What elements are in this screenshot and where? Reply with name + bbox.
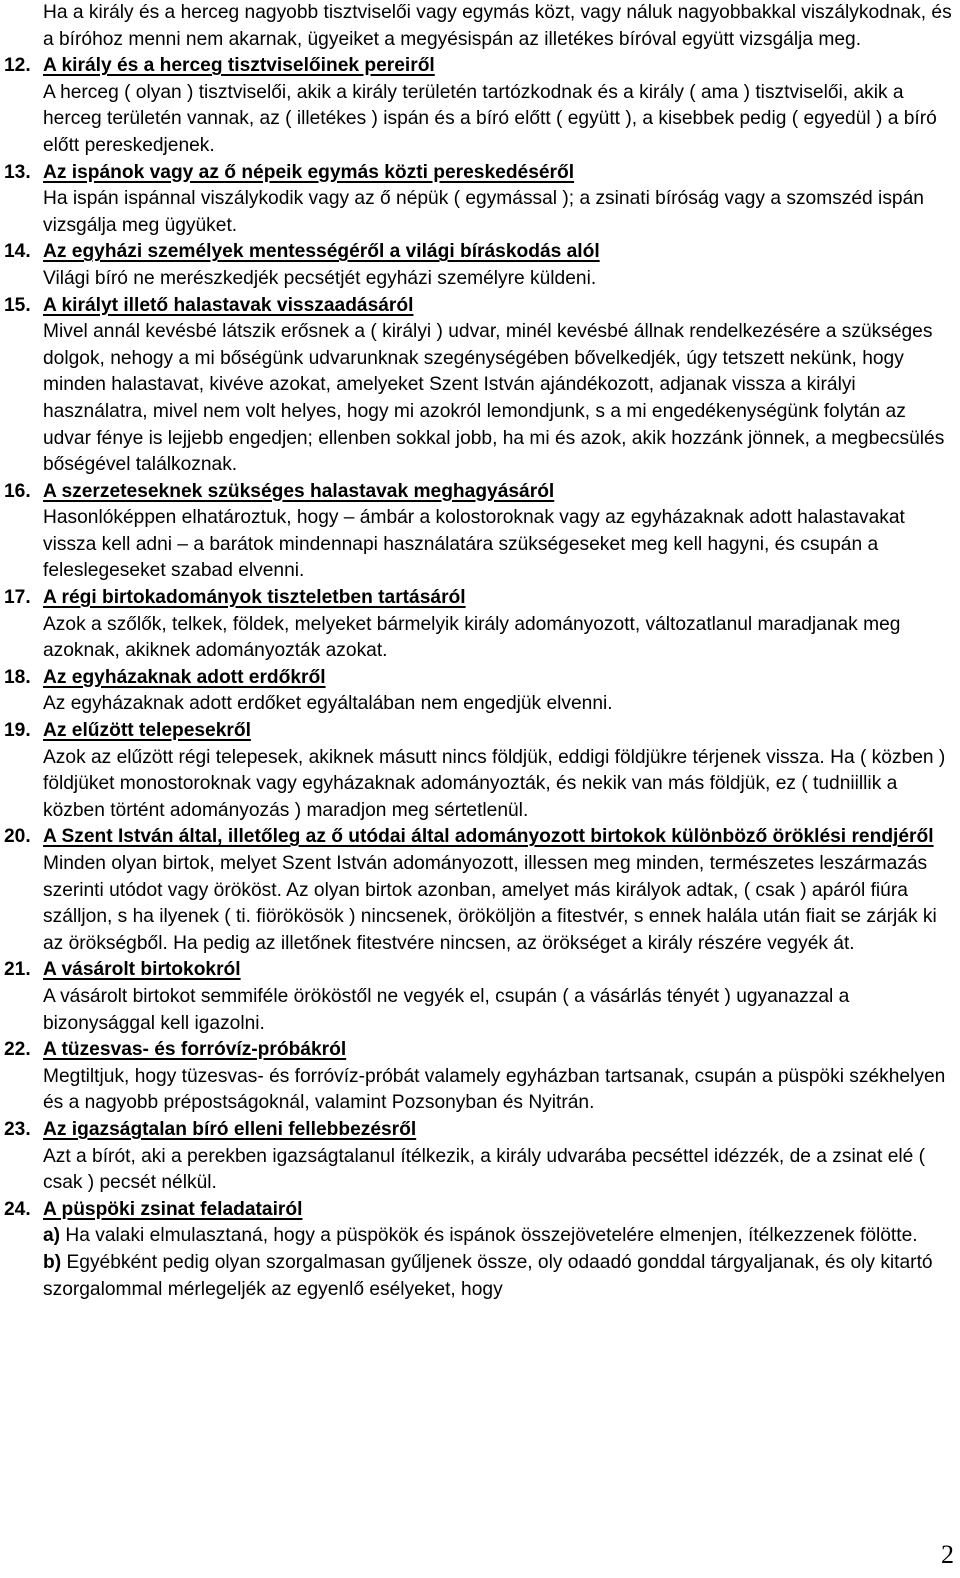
section-heading: A régi birtokadományok tiszteletben tartásáról — [43, 587, 466, 609]
section-heading: A vásárolt birtokokról — [43, 959, 241, 981]
intro-paragraph: Ha a király és a herceg nagyobb tisztviselői vagy egymás közt, vagy náluk nagyobbakkal viszálykodnak, és a bíróhoz menni nem akarnak, ügyeiket a megyésispán az illetékes bíróval együtt vizsgálja meg. — [43, 2, 952, 50]
section-16 — [0, 479, 960, 585]
subitem-text: Ha valaki elmulasztaná, hogy a püspökök és ispánok összejövetelére elmenjen, ítélkezzenek fölötte. — [65, 1225, 918, 1247]
section-body: Hasonlóképpen elhatároztuk, hogy – ámbár a kolostoroknak vagy az egyházaknak adott halastavakat vissza kell adni – a barátok mindennapi használatára szükségeseket meg kell hagyni, és csupán a feleslegeseket szabad elvenni. — [43, 507, 905, 582]
section-12 — [0, 53, 960, 159]
section-15 — [0, 293, 960, 479]
section-heading: A Szent István által, illetőleg az ő utódai által adományozott birtokok különböző öröklési rendjéről — [43, 826, 934, 848]
section-heading: Az igazságtalan bíró elleni fellebbezésről — [43, 1118, 417, 1140]
section-23 — [0, 1117, 960, 1197]
section-22 — [0, 1037, 960, 1117]
section-heading: A püspöki zsinat feladatairól — [43, 1198, 303, 1220]
section-heading: A király és a herceg tisztviselőinek pereiről — [43, 55, 435, 77]
section-number: 21. — [4, 959, 31, 981]
section-number: 13. — [4, 161, 31, 183]
section-body: Minden olyan birtok, melyet Szent István adományozott, illessen meg minden, természetes leszármazás szerinti utódot vagy örököst. Az olyan birtok azonban, amelyet más királyok adtak, ( csak ) apáról fiúra szálljon, s ha ilyenek ( ti. fiörökösök ) nincsenek, örököljön a fitestvér, s ennek halála után fiait se zárják ki az örökségből. Ha pedig az illetőnek fitestvére nincsen, az örökséget a király részére vegyék át. — [43, 853, 937, 954]
section-number: 17. — [4, 587, 31, 609]
section-number: 15. — [4, 294, 31, 316]
section-18 — [0, 665, 960, 718]
section-heading: Az egyházi személyek mentességéről a világi bíráskodás alól — [43, 241, 600, 263]
section-body: Ha ispán ispánnal viszálykodik vagy az ő népük ( egymással ); a zsinati bíróság vagy a szomszéd ispán vizsgálja meg ügyüket. — [43, 188, 924, 236]
subitem-b — [43, 1250, 952, 1303]
section-body: Megtiltjuk, hogy tüzesvas- és forróvíz-próbát valamely egyházban tartsanak, csupán a püspöki székhelyen és a nagyobb prépostságoknál, valamint Pozsonyban és Nyitrán. — [43, 1065, 946, 1114]
section-body: Azok a szőlők, telkek, földek, melyeket bármelyik király adományozott, változatlanul maradjanak meg azoknak, akiknek adományozták azokat. — [43, 613, 901, 662]
section-number: 19. — [4, 720, 31, 742]
section-heading: Az ispánok vagy az ő népeik egymás közti pereskedéséről — [43, 161, 575, 183]
section-number: 20. — [4, 826, 31, 848]
section-number: 16. — [4, 480, 31, 502]
section-number: 23. — [4, 1118, 31, 1140]
section-body: Az egyházaknak adott erdőket egyáltalában nem engedjük elvenni. — [43, 693, 613, 715]
section-heading: Az elűzött telepesekről — [43, 720, 251, 742]
page-number: 2 — [941, 1540, 954, 1569]
section-number: 12. — [4, 55, 31, 77]
section-17 — [0, 585, 960, 665]
section-heading: A tüzesvas- és forróvíz-próbákról — [43, 1039, 347, 1061]
subitem-a — [43, 1223, 952, 1250]
subitem-label: a) — [43, 1225, 61, 1247]
section-number: 24. — [4, 1198, 31, 1220]
section-13 — [0, 160, 960, 240]
section-body: Azok az elűzött régi telepesek, akiknek másutt nincs földjük, eddigi földjükre térjenek vissza. Ha ( közben ) földjüket monostoroknak vagy egyházaknak adományozták, és nekik van más földjük, ez ( tudniillik a közben történt adományozás ) maradjon meg sértetlenül. — [43, 746, 946, 821]
section-24 — [0, 1197, 960, 1303]
subitem-label: b) — [43, 1251, 62, 1273]
section-number: 22. — [4, 1039, 31, 1061]
section-heading: Az egyházaknak adott erdőkről — [43, 666, 326, 688]
section-21 — [0, 957, 960, 1037]
section-14 — [0, 239, 960, 292]
section-19 — [0, 718, 960, 824]
section-body: Azt a bírót, aki a perekben igazságtalanul ítélkezik, a király udvarába pecséttel idézzék, de a zsinat elé ( csak ) pecsét nélkül. — [43, 1145, 926, 1194]
section-number: 14. — [4, 241, 31, 263]
section-heading: A szerzeteseknek szükséges halastavak meghagyásáról — [43, 480, 555, 502]
section-heading: A királyt illető halastavak visszaadásáról — [43, 294, 414, 316]
section-body: Világi bíró ne merészkedjék pecsétjét egyházi személyre küldeni. — [43, 267, 597, 289]
section-body: A herceg ( olyan ) tisztviselői, akik a király területén tartózkodnak és a király ( ama ) tisztviselői, akik a herceg területén vannak, az ( illetékes ) ispán és a bíró előtt ( együtt ), a kisebbek pedig ( egyedül ) a bíró előtt pereskedjenek. — [43, 81, 937, 156]
section-body: A vásárolt birtokot semmiféle örököstől ne vegyék el, csupán ( a vásárlás tényét ) ugyanazzal a bizonysággal kell igazolni. — [43, 985, 850, 1034]
section-20 — [0, 824, 960, 957]
section-body: Mivel annál kevésbé látszik erősnek a ( királyi ) udvar, minél kevésbé állnak rendelkezésére a szükséges dolgok, nehogy a mi bőségünk udvarunknak szegénységében bővelkedjék, úgy tetszett nekünk, hogy minden halastavat, kivéve azokat, amelyeket Szent István ajándékozott, adjanak vissza a királyi használatra, mivel nem volt helyes, hogy mi azokról lemondjunk, s a mi engedékenységünk folytán az udvar fénye is lejjebb engedjen; ellenben sokkal jobb, ha mi és azok, akik hozzánk jönnek, a megbecsülés bőségével találkoznak. — [43, 321, 945, 476]
section-number: 18. — [4, 666, 31, 688]
subitem-text: Egyébként pedig olyan szorgalmasan gyűljenek össze, oly odaadó gonddal tárgyaljanak, és oly kitartó szorgalommal mérlegeljék az egyenlő esélyeket, hogy — [43, 1251, 933, 1300]
